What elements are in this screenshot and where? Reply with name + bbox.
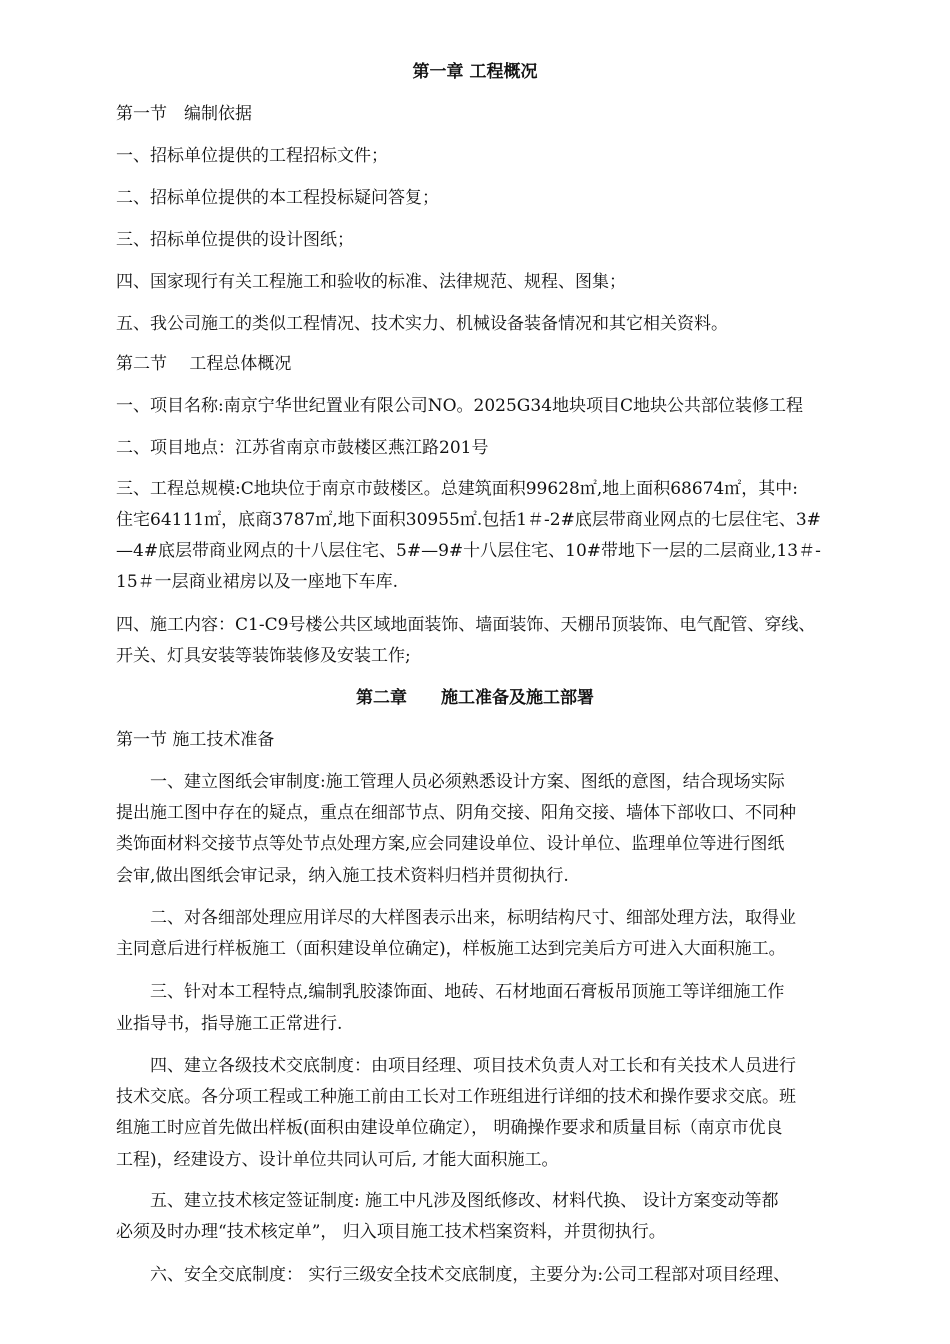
prep-line-13: 五、建立技术核定签证制度: 施工中凡涉及图纸修改、材料代换、 设计方案变动等都 (150, 1191, 779, 1211)
prep-line-4: 会审,做出图纸会审记录，纳入施工技术资料归档并贯彻执行. (116, 866, 569, 886)
overview-line-7: 四、施工内容：C1-C9号楼公共区域地面装饰、墙面装饰、天棚吊顶装饰、电气配管、穿线、 (116, 615, 816, 635)
prep-line-2: 提出施工图中存在的疑点，重点在细部节点、阴角交接、阳角交接、墙体下部收口、不同种 (116, 803, 796, 823)
basis-item-4: 四、国家现行有关工程施工和验收的标准、法律规范、规程、图集； (116, 272, 626, 292)
prep-line-14: 必须及时办理“技术核定单”， 归入项目施工技术档案资料，并贯彻执行。 (116, 1222, 666, 1242)
section-1-1-title: 第一节 编制依据 (116, 104, 252, 124)
basis-item-3: 三、招标单位提供的设计图纸； (116, 230, 354, 250)
basis-item-2: 二、招标单位提供的本工程投标疑问答复； (116, 188, 439, 208)
prep-line-7: 三、针对本工程特点,编制乳胶漆饰面、地砖、石材地面石膏板吊顶施工等详细施工作 (150, 982, 785, 1002)
prep-line-6: 主同意后进行样板施工（面积建设单位确定)，样板施工达到完美后方可进入大面积施工。 (116, 939, 786, 959)
prep-line-12: 工程)，经建设方、设计单位共同认可后, 才能大面积施工。 (116, 1150, 559, 1170)
prep-line-8: 业指导书，指导施工正常进行. (116, 1014, 343, 1034)
prep-line-9: 四、建立各级技术交底制度：由项目经理、项目技术负责人对工长和有关技术人员进行 (150, 1056, 796, 1076)
section-1-2-title: 第二节 工程总体概况 (116, 354, 292, 374)
prep-line-11: 组施工时应首先做出样板(面积由建设单位确定）， 明确操作要求和质量目标（南京市优良 (116, 1118, 783, 1138)
prep-line-3: 类饰面材料交接节点等处节点处理方案,应会同建设单位、设计单位、监理单位等进行图纸 (116, 834, 785, 854)
prep-line-10: 技术交底。各分项工程或工种施工前由工长对工作班组进行详细的技术和操作要求交底。班 (116, 1087, 796, 1107)
basis-item-1: 一、招标单位提供的工程招标文件； (116, 146, 388, 166)
overview-line-1: 一、项目名称:南京宁华世纪置业有限公司NO。2025G34地块项目C地块公共部位装修工程 (116, 396, 804, 416)
chapter-2-title: 第二章 施工准备及施工部署 (356, 688, 594, 708)
overview-line-5: —4#底层带商业网点的十八层住宅、5#—9#十八层住宅、10#带地下一层的二层商业,13＃- (116, 541, 821, 561)
overview-line-6: 15＃一层商业裙房以及一座地下车库. (116, 572, 399, 592)
basis-item-5: 五、我公司施工的类似工程情况、技术实力、机械设备装备情况和其它相关资料。 (116, 314, 728, 334)
chapter-1-title: 第一章 工程概况 (412, 62, 538, 82)
overview-line-2: 二、项目地点：江苏省南京市鼓楼区燕江路201号 (116, 438, 489, 458)
overview-line-8: 开关、灯具安装等装饰装修及安装工作; (116, 646, 411, 666)
overview-line-4: 住宅64111㎡，底商3787㎡,地下面积30955㎡.包括1＃-2#底层带商业网点的七层住宅、3# (116, 510, 821, 530)
prep-line-5: 二、对各细部处理应用详尽的大样图表示出来，标明结构尺寸、细部处理方法，取得业 (150, 908, 796, 928)
overview-line-3: 三、工程总规模:C地块位于南京市鼓楼区。总建筑面积99628㎡,地上面积68674㎡，其中: (116, 479, 799, 499)
section-2-1-title: 第一节 施工技术准备 (116, 730, 275, 750)
prep-line-1: 一、建立图纸会审制度:施工管理人员必须熟悉设计方案、图纸的意图，结合现场实际 (150, 772, 785, 792)
prep-line-15: 六、安全交底制度： 实行三级安全技术交底制度，主要分为:公司工程部对项目经理、 (150, 1265, 791, 1285)
